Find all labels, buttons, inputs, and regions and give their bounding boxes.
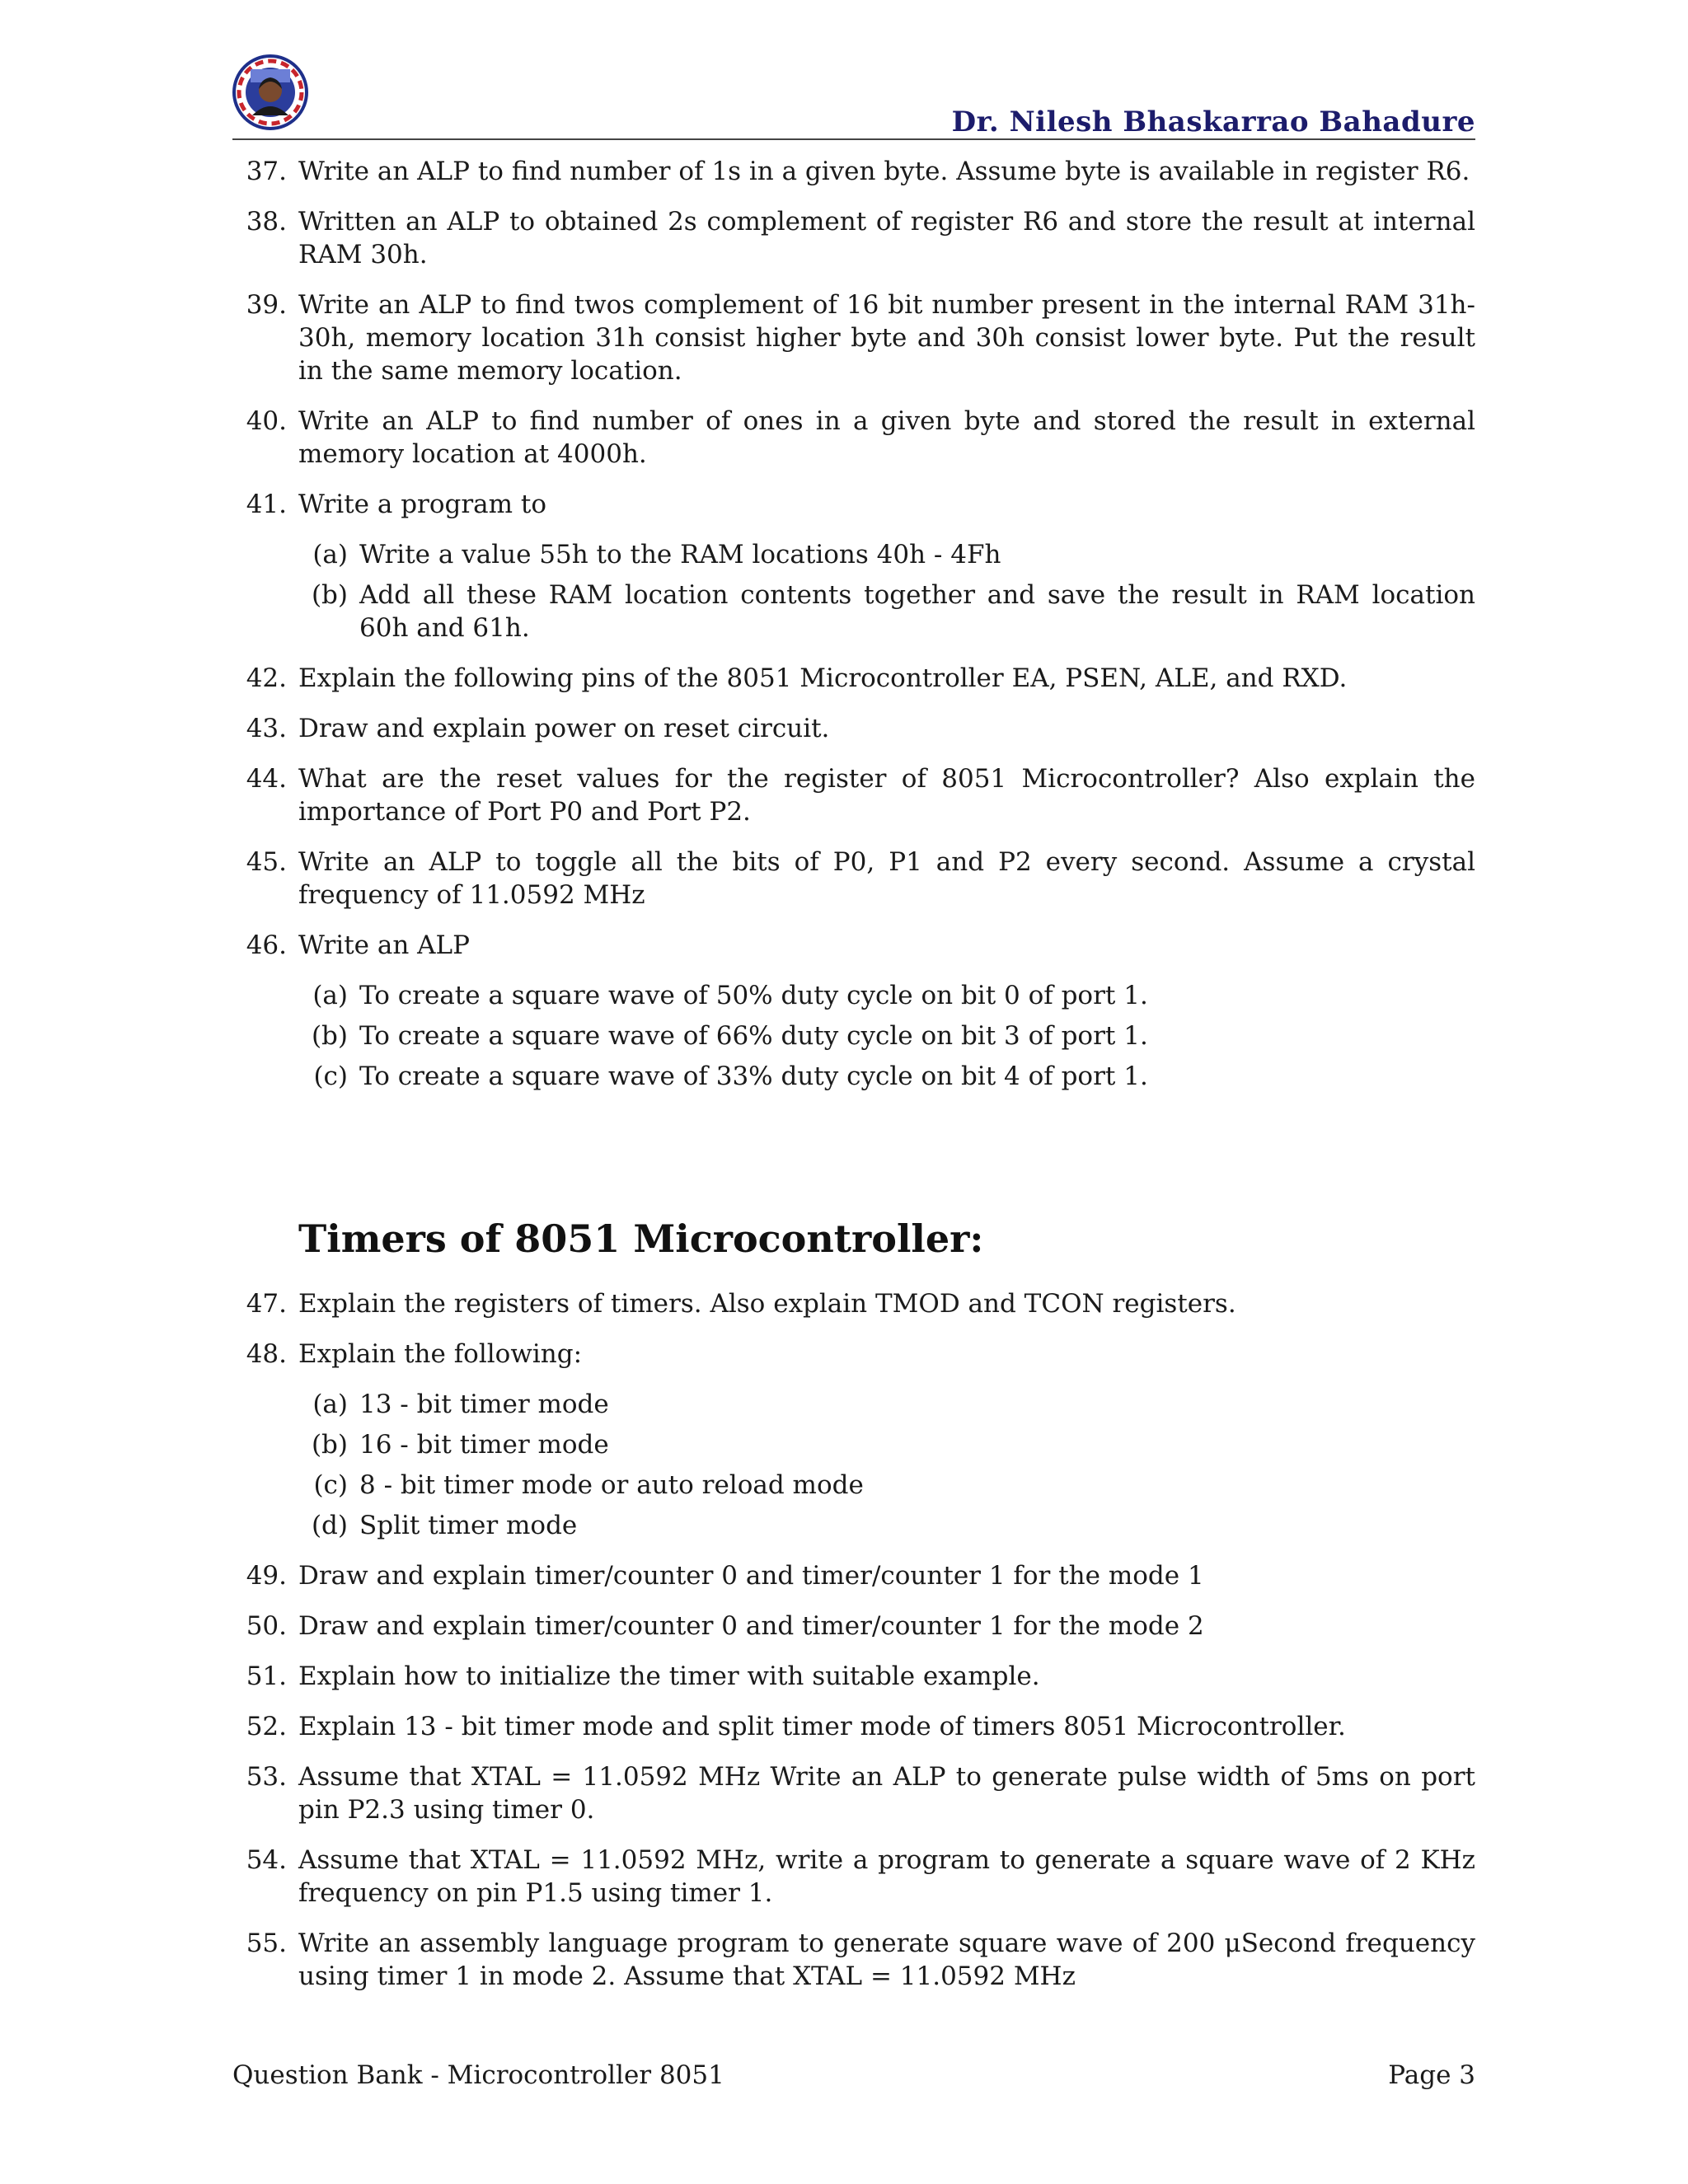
sub-question-label: (b): [311, 1430, 348, 1460]
sub-question-label: (b): [311, 580, 348, 610]
question-text: Explain the following pins of the 8051 Microcontroller EA, PSEN, ALE, and RXD.: [298, 663, 1348, 693]
question-number: 38.: [246, 207, 287, 237]
question-text: Write an assembly language program to generate square wave of 200 μSecond frequency using timer 1 in mode 2. Assume that XTAL = 11.0592 MHz: [298, 1929, 1475, 1991]
sub-question-item: [232, 1428, 1475, 1461]
question-text: Write an ALP to find number of ones in a given byte and stored the result in external memory location at 4000h.: [298, 406, 1475, 469]
question-number: 37.: [246, 157, 287, 186]
question-text: What are the reset values for the register of 8051 Microcontroller? Also explain the importance of Port P0 and Port P2.: [298, 764, 1475, 827]
sub-question-text: Write a value 55h to the RAM locations 40h - 4Fh: [359, 540, 1001, 569]
question-item: [232, 662, 1475, 695]
question-item: [232, 1660, 1475, 1693]
sub-question-label: (a): [312, 1390, 348, 1419]
sub-question-label: (d): [311, 1511, 348, 1540]
sub-question-label: (b): [311, 1021, 348, 1051]
sub-question-text: 16 - bit timer mode: [359, 1430, 609, 1460]
sub-question-list: [232, 979, 1475, 1093]
author-name: Dr. Nilesh Bhaskarrao Bahadure: [951, 105, 1475, 138]
question-text: Explain the registers of timers. Also explain TMOD and TCON registers.: [298, 1289, 1236, 1319]
question-item: [232, 1927, 1475, 1993]
sub-question-text: 8 - bit timer mode or auto reload mode: [359, 1470, 864, 1500]
sub-question-text: To create a square wave of 33% duty cycle on bit 4 of port 1.: [359, 1062, 1148, 1091]
sub-question-text: Split timer mode: [359, 1511, 578, 1540]
question-number: 40.: [246, 406, 287, 436]
sub-question-text: Add all these RAM location contents together and save the result in RAM location 60h and 61h.: [359, 580, 1475, 643]
question-item: [232, 1610, 1475, 1643]
question-text: Write an ALP to find number of 1s in a given byte. Assume byte is available in register R6.: [298, 157, 1470, 186]
sub-question-item: [232, 1060, 1475, 1093]
question-number: 48.: [246, 1339, 287, 1369]
question-item: [232, 205, 1475, 271]
question-number: 53.: [246, 1762, 287, 1792]
question-text: Explain 13 - bit timer mode and split timer mode of timers 8051 Microcontroller.: [298, 1712, 1346, 1741]
author-logo: [232, 54, 308, 130]
sub-question-item: [232, 579, 1475, 644]
question-item: [232, 929, 1475, 962]
question-number: 44.: [246, 764, 287, 794]
question-number: 42.: [246, 663, 287, 693]
question-item: [232, 488, 1475, 521]
sub-question-text: To create a square wave of 66% duty cycle on bit 3 of port 1.: [359, 1021, 1148, 1051]
question-text: Assume that XTAL = 11.0592 MHz Write an ALP to generate pulse width of 5ms on port pin P2.3 using timer 0.: [298, 1762, 1475, 1825]
question-item: [232, 405, 1475, 471]
sub-question-label: (c): [313, 1062, 348, 1091]
section-title: Timers of 8051 Microcontroller:: [298, 1216, 984, 1261]
sub-question-item: [232, 1019, 1475, 1052]
question-item: [232, 1287, 1475, 1320]
question-text: Written an ALP to obtained 2s complement of register R6 and store the result at internal RAM 30h.: [298, 207, 1475, 269]
question-text: Write an ALP to find twos complement of 16 bit number present in the internal RAM 31h-30h, memory location 31h consist higher byte and 30h consist lower byte. Put the result in the same memory location.: [298, 290, 1475, 386]
question-item: [232, 1559, 1475, 1592]
question-item: [232, 846, 1475, 912]
sub-question-item: [232, 1388, 1475, 1421]
question-text: Draw and explain timer/counter 0 and timer/counter 1 for the mode 2: [298, 1611, 1204, 1641]
question-text: Explain how to initialize the timer with suitable example.: [298, 1661, 1040, 1691]
sub-question-item: [232, 979, 1475, 1012]
question-text: Draw and explain power on reset circuit.: [298, 714, 830, 743]
question-item: [232, 712, 1475, 745]
question-number: 43.: [246, 714, 287, 743]
question-number: 55.: [246, 1929, 287, 1958]
question-item: [232, 1760, 1475, 1826]
question-number: 41.: [246, 490, 287, 519]
question-text: Explain the following:: [298, 1339, 583, 1369]
sub-question-item: [232, 1509, 1475, 1542]
question-number: 52.: [246, 1712, 287, 1741]
sub-question-list: [232, 1388, 1475, 1542]
question-text: Write an ALP to toggle all the bits of P0, P1 and P2 every second. Assume a crystal frequency of 11.0592 MHz: [298, 847, 1475, 910]
question-item: [232, 1710, 1475, 1743]
question-text: Assume that XTAL = 11.0592 MHz, write a program to generate a square wave of 2 KHz frequency on pin P1.5 using timer 1.: [298, 1845, 1475, 1908]
footer-title: Question Bank - Microcontroller 8051: [232, 2060, 724, 2090]
question-group-2: [232, 1287, 1475, 1993]
question-text: Write a program to: [298, 490, 547, 519]
question-item: [232, 155, 1475, 188]
sub-question-item: [232, 1469, 1475, 1502]
question-number: 49.: [246, 1561, 287, 1591]
sub-question-label: (c): [313, 1470, 348, 1500]
question-item: [232, 1338, 1475, 1371]
question-number: 51.: [246, 1661, 287, 1691]
question-number: 39.: [246, 290, 287, 320]
question-item: [232, 288, 1475, 387]
sub-question-text: To create a square wave of 50% duty cycle on bit 0 of port 1.: [359, 981, 1148, 1010]
sub-question-label: (a): [312, 981, 348, 1010]
sub-question-label: (a): [312, 540, 348, 569]
question-item: [232, 762, 1475, 828]
question-text: Write an ALP: [298, 930, 470, 960]
question-number: 45.: [246, 847, 287, 877]
question-group-1: [232, 155, 1475, 1093]
question-number: 54.: [246, 1845, 287, 1875]
question-number: 47.: [246, 1289, 287, 1319]
sub-question-item: [232, 538, 1475, 571]
page-number: Page 3: [1388, 2060, 1475, 2090]
question-number: 46.: [246, 930, 287, 960]
sub-question-list: [232, 538, 1475, 644]
sub-question-text: 13 - bit timer mode: [359, 1390, 609, 1419]
page-header: [232, 49, 1475, 142]
question-text: Draw and explain timer/counter 0 and timer/counter 1 for the mode 1: [298, 1561, 1204, 1591]
question-list: [232, 155, 1475, 2010]
question-number: 50.: [246, 1611, 287, 1641]
question-item: [232, 1844, 1475, 1910]
header-rule: [232, 138, 1475, 140]
